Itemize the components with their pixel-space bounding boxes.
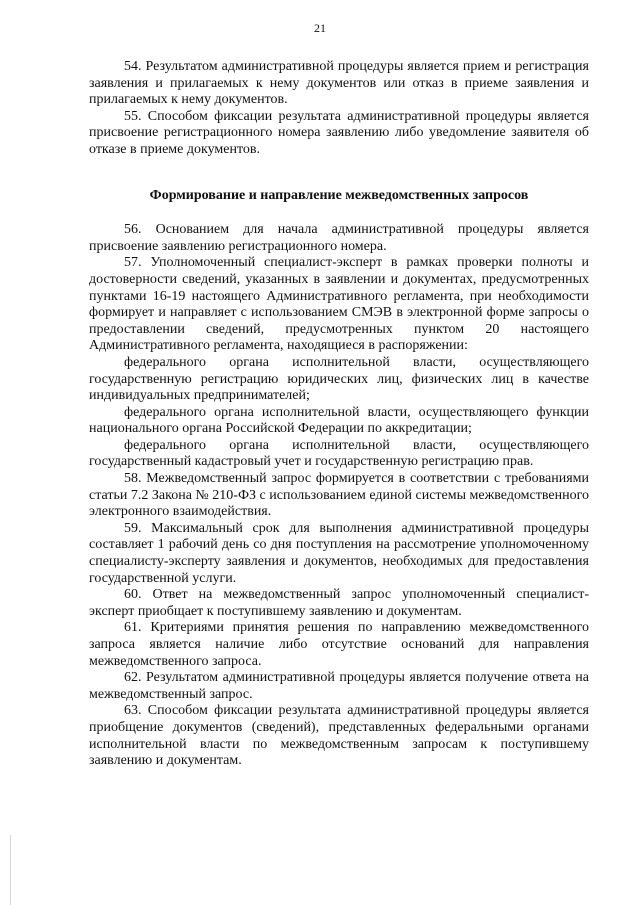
paragraph-55: 55. Способом фиксации результата административной процедуры является присвоение регистрационного номера заявлению либо уведомление заявителя об отказе в приеме документов. — [89, 108, 589, 157]
paragraph-57: 57. Уполномоченный специалист-эксперт в рамках проверки полноты и достоверности сведений, указанных в заявлении и документах, предусмотренных пунктами 16-19 настоящего Административного регламента, при необходимости формирует и направляет с использованием СМЭВ в электронной форме запросы о предоставлении сведений, предусмотренных пунктом 20 настоящего Административного регламента, находящиеся в распоряжении: — [89, 255, 589, 354]
paragraph-63: 63. Способом фиксации результата административной процедуры является приобщение документов (сведений), представленных федеральными органами исполнительной власти по межведомственным запросам к поступившему заявлению и документам. — [89, 703, 589, 769]
list-item-accreditation-authority: федерального органа исполнительной власти, осуществляющего функции национального органа Российской Федерации по аккредитации; — [89, 404, 589, 437]
paragraph-54: 54. Результатом административной процедуры является прием и регистрация заявления и прилагаемых к нему документов или отказ в приеме заявления и прилагаемых к нему документов. — [89, 59, 589, 108]
paragraph-62: 62. Результатом административной процедуры является получение ответа на межведомственный запрос. — [89, 670, 589, 702]
paragraph-60: 60. Ответ на межведомственный запрос уполномоченный специалист-эксперт приобщает к поступившему заявлению и документам. — [89, 587, 589, 619]
section-heading: Формирование и направление межведомственных запросов — [149, 187, 529, 203]
document-body — [89, 59, 589, 770]
paragraph-58: 58. Межведомственный запрос формируется в соответствии с требованиями статьи 7.2 Закона № 210-ФЗ с использованием единой системы межведомственного электронного взаимодействия. — [89, 471, 589, 520]
paragraph-59: 59. Максимальный срок для выполнения административной процедуры составляет 1 рабочий день со дня поступления на рассмотрение уполномоченному специалисту-эксперту заявления и документов, необходимых для предоставления государственной услуги. — [89, 520, 589, 586]
scan-edge-line — [10, 835, 11, 905]
list-item-cadastre-authority: федерального органа исполнительной власти, осуществляющего государственный кадастровый учет и государственную регистрацию прав. — [89, 437, 589, 470]
page-number: 21 — [314, 21, 326, 35]
paragraph-56: 56. Основанием для начала административной процедуры является присвоение заявлению регистрационного номера. — [89, 222, 589, 254]
list-item-tax-authority: федерального органа исполнительной власти, осуществляющего государственную регистрацию юридических лиц, физических лиц в качестве индивидуальных предпринимателей; — [89, 354, 589, 404]
paragraph-61: 61. Критериями принятия решения по направлению межведомственного запроса является наличие либо отсутствие оснований для направления межведомственного запроса. — [89, 620, 589, 669]
